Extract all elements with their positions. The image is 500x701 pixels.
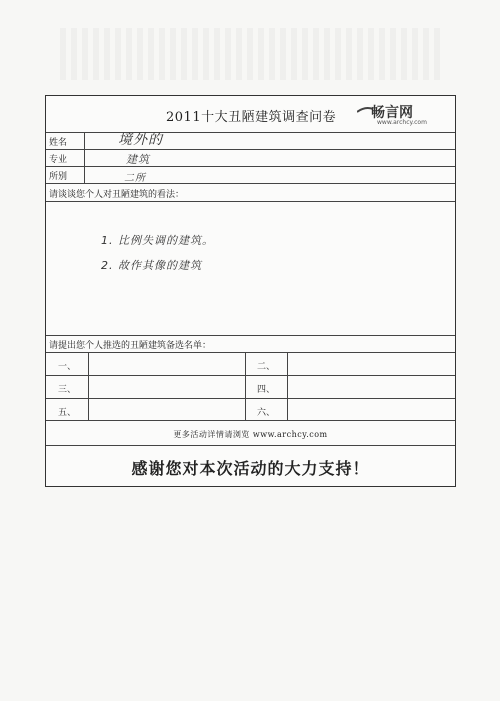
- grid-divider: [46, 398, 455, 399]
- logo-text: 畅言网: [371, 105, 413, 121]
- more-info-text: 更多活动详情请浏览 www.archcy.com: [173, 430, 328, 439]
- nomination-label-3: 三、: [58, 385, 77, 395]
- nomination-label-1: 一、: [58, 362, 77, 372]
- grid-divider: [245, 353, 246, 421]
- nomination-label-4: 四、: [257, 385, 276, 395]
- institute-label: 所别: [49, 172, 68, 182]
- more-info-row: [46, 421, 455, 446]
- nomination-label-2: 二、: [257, 362, 276, 372]
- institute-row: [46, 167, 455, 184]
- opinion-answer-1: 1. 比例失调的建筑。: [101, 234, 214, 247]
- nomination-label-5: 五、: [58, 408, 77, 418]
- grid-divider: [88, 353, 89, 421]
- survey-form: [45, 95, 456, 487]
- logo-url: www.archcy.com: [377, 119, 427, 126]
- major-value[interactable]: 建筑: [126, 153, 150, 166]
- opinion-answer-2: 2. 故作其像的建筑: [101, 259, 202, 272]
- field-divider: [84, 133, 85, 149]
- opinion-prompt: 请谈谈您个人对丑陋建筑的看法：: [49, 190, 185, 200]
- name-row: [46, 133, 455, 150]
- major-label: 专业: [49, 155, 68, 165]
- thanks-text: 感谢您对本次活动的大力支持！: [131, 459, 370, 478]
- archcy-logo: [357, 102, 437, 128]
- thanks-row: [46, 446, 455, 486]
- grid-divider: [46, 375, 455, 376]
- field-divider: [84, 150, 85, 166]
- major-row: [46, 150, 455, 167]
- name-value[interactable]: 境外的: [118, 132, 163, 148]
- opinion-prompt-row: [46, 184, 455, 202]
- nomination-grid: [46, 353, 455, 421]
- title-row: [46, 96, 455, 133]
- opinion-answer-area[interactable]: [46, 202, 455, 336]
- name-label: 姓名: [49, 138, 68, 148]
- grid-divider: [287, 353, 288, 421]
- field-divider: [84, 167, 85, 183]
- nomination-prompt: 请提出您个人推选的丑陋建筑备选名单：: [49, 341, 212, 351]
- nomination-prompt-row: [46, 336, 455, 353]
- bleed-through-marks: [60, 28, 440, 80]
- form-title: 2011十大丑陋建筑调查问卷: [166, 110, 337, 125]
- nomination-label-6: 六、: [257, 408, 276, 418]
- institute-value[interactable]: 二所: [124, 173, 146, 184]
